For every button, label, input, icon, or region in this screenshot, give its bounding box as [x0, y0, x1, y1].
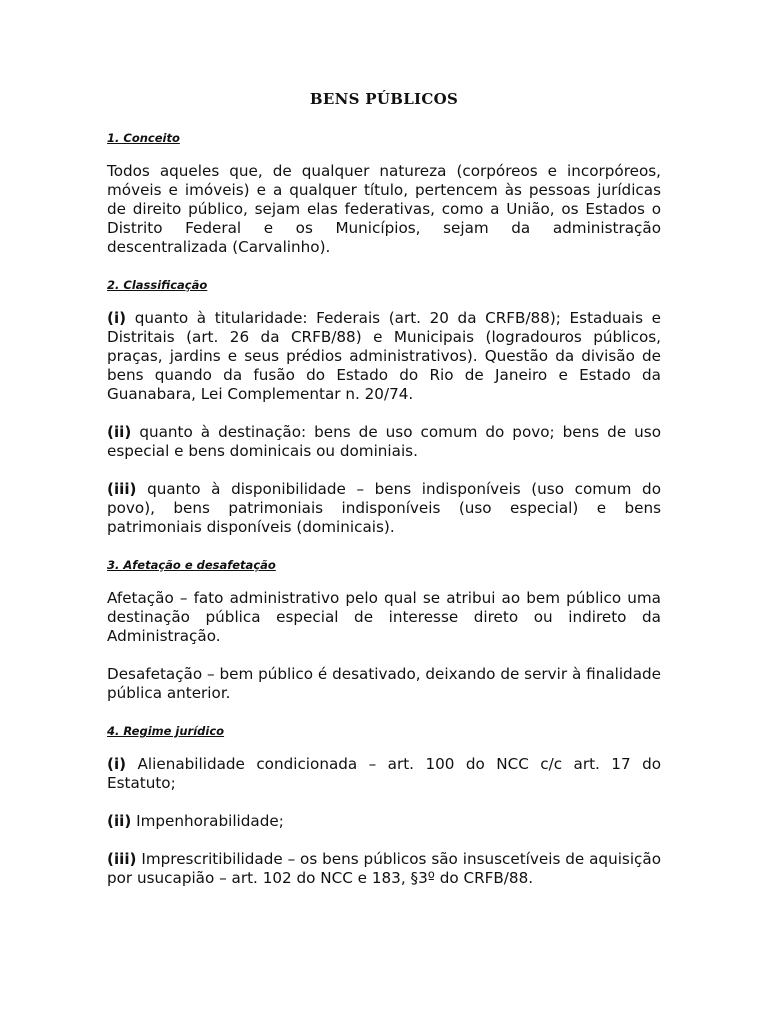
item-text: Alienabilidade condicionada – art. 100 do NCC c/c art. 17 do Estatuto;: [107, 755, 662, 792]
section-heading-regime-juridico: 4. Regime jurídico: [107, 724, 225, 738]
item-text: quanto à disponibilidade – bens indisponíveis (uso comum do povo), bens patrimoniais indisponíveis (uso especial) e bens patrimoniais disponíveis (dominicais).: [107, 480, 661, 536]
list-item-classificacao-ii: [107, 423, 661, 461]
list-item-regime-ii: [107, 812, 661, 831]
item-marker: (iii): [107, 850, 137, 868]
item-marker: (ii): [107, 812, 132, 830]
list-item-classificacao-iii: [107, 480, 661, 537]
item-marker: (ii): [107, 423, 132, 441]
item-text: quanto à destinação: bens de uso comum do povo; bens de uso especial e bens dominicais ou dominiais.: [107, 423, 661, 460]
item-marker: (i): [107, 309, 127, 327]
item-marker: (iii): [107, 480, 137, 498]
list-item-regime-i: [107, 755, 661, 793]
item-text: Imprescritibilidade – os bens públicos são insuscetíveis de aquisição por usucapião – art. 102 do NCC e 183, §3º do CRFB/88.: [107, 850, 661, 887]
section-heading-conceito: 1. Conceito: [107, 131, 180, 145]
section-heading-classificacao: 2. Classificação: [107, 278, 208, 292]
item-text: Impenhorabilidade;: [136, 812, 284, 830]
list-item-regime-iii: [107, 850, 661, 888]
section-heading-afetacao: 3. Afetação e desafetação: [107, 558, 276, 572]
document-title: BENS PÚBLICOS: [309, 90, 459, 108]
paragraph-afetacao: Afetação – fato administrativo pelo qual se atribui ao bem público uma destinação pública especial de interesse direto ou indireto da Administração.: [107, 589, 661, 645]
list-item-classificacao-i: [107, 309, 661, 404]
item-text: quanto à titularidade: Federais (art. 20 da CRFB/88); Estaduais e Distritais (art. 26 da CRFB/88) e Municipais (logradouros públicos, praças, jardins e seus prédios administrativos). Questão da divisão de bens quando da fusão do Estado do Rio de Janeiro e Estado da Guanabara, Lei Complementar n. 20/74.: [107, 309, 662, 403]
document-body: [107, 90, 661, 907]
item-marker: (i): [107, 755, 127, 773]
paragraph-desafetacao: Desafetação – bem público é desativado, deixando de servir à finalidade pública anterior.: [107, 665, 661, 702]
paragraph-conceito: Todos aqueles que, de qualquer natureza (corpóreos e incorpóreos, móveis e imóveis) e a qualquer título, pertencem às pessoas jurídicas de direito público, sejam elas federativas, como a União, os Estados o Distrito Federal e os Municípios, sejam da administração descentralizada (Carvalinho).: [107, 162, 661, 256]
